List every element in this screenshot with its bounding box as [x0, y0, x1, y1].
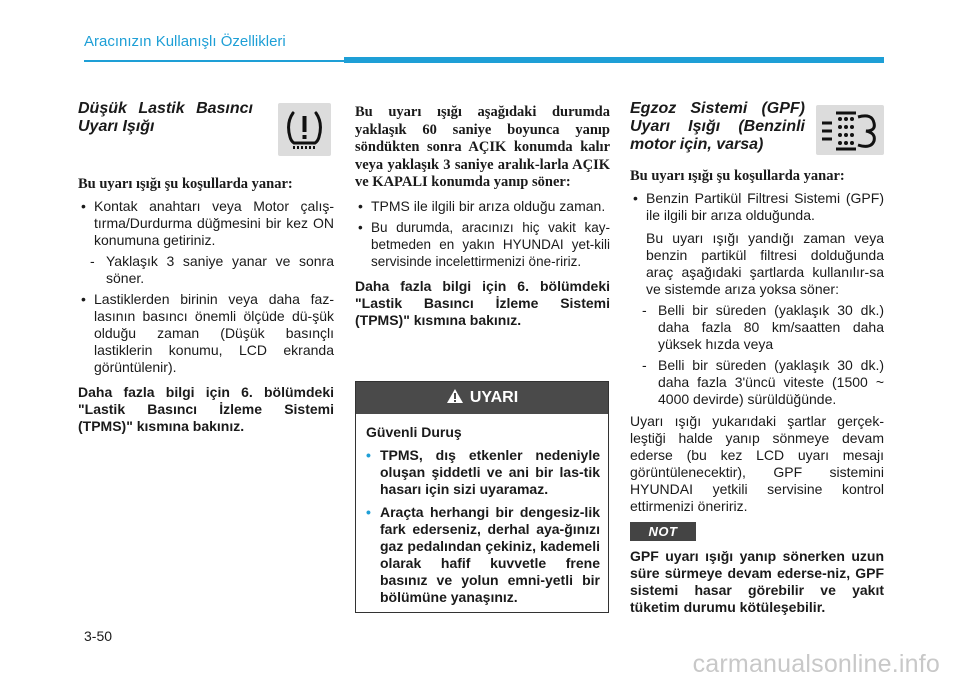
- tpms-lead: Bu uyarı ışığı şu koşullarda yanar:: [78, 176, 293, 192]
- gpf-paragraph-2: Uyarı ışığı yukarıdaki şartlar gerçek-leştiği halde yanıp sönmeye devam ederse (bu kez LCD uyarı mesajı görüntülenecektir), GPF sistemini HYUNDAI yetkili servisine kontrol ettirmenizi öneririz.: [630, 412, 884, 514]
- note-block: [630, 548, 884, 616]
- warning-body: [356, 414, 608, 606]
- tpms-heading: Düşük Lastik Basıncı Uyarı Işığı: [78, 100, 253, 135]
- tpms-bullet-4: • Bu durumda, aracınızı hiç vakit kay-betmeden en yakın HYUNDAI yet-kili servisinde incelettirmenizi öne-ririz.: [355, 219, 610, 270]
- gpf-dash-2: - Belli bir süreden (yaklaşık 30 dk.) daha fazla 3'üncü viteste (1500 ~ 4000 devirde) sürüldüğünde.: [630, 357, 884, 408]
- header-rule-thin: [84, 60, 344, 62]
- note-text: GPF uyarı ışığı yanıp sönerken uzun süre sürmeye devam ederse-niz, GPF sistemi hasar görebilir ve yakıt tüketim durumu kötüleşebilir.: [630, 548, 884, 615]
- tpms-bullet-3: • TPMS ile ilgili bir arıza olduğu zaman.: [355, 198, 610, 215]
- tpms-bullet-1: • Kontak anahtarı veya Motor çalış-tırma/Durdurma düğmesini bir kez ON konumuna getiriniz.: [78, 198, 334, 249]
- gpf-bullet-1: • Benzin Partikül Filtresi Sistemi (GPF) ile ilgili bir arıza olduğunda.: [630, 190, 884, 224]
- column-2: [355, 104, 610, 329]
- column-3: [630, 100, 884, 515]
- tpms-flash-paragraph: Bu uyarı ışığı aşağıdaki durumda yaklaşık 60 saniye boyunca yanıp söndükten sonra AÇIK konumda kalır veya yaklaşık 3 saniye aralık-larla AÇIK ve KAPALI konumda yanıp söner:: [355, 104, 610, 190]
- column-1: [78, 100, 334, 435]
- warning-header: [356, 382, 608, 414]
- tpms-reference-2: Daha fazla bilgi için 6. bölümdeki "Lastik Basıncı İzleme Sistemi (TPMS)" kısmına bakınız.: [355, 277, 610, 328]
- warning-item-1: • TPMS, dış etkenler nedeniyle oluşan şiddetli ve ani bir las-tik hasarı için sizi uyaramaz.: [366, 447, 600, 498]
- warning-label: UYARI: [469, 389, 519, 406]
- warning-item-2: • Araçta herhangi bir dengesiz-lik fark ederseniz, derhal aya-ğınızı gaz pedalından çekiniz, kademeli olarak hafif kuvvetle frene basınız ve yolun emni-yetli bir bölümüne yanaşınız.: [366, 504, 600, 606]
- tpms-bullet-2: • Lastiklerden birinin veya daha faz-lasının basıncı önemli ölçüde dü-şük olduğu zaman (Düşük basınçlı lastiklerin konumu, LCD ekranda görüntülenir).: [78, 291, 334, 376]
- warning-box: [355, 381, 609, 613]
- gpf-dash-1: - Belli bir süreden (yaklaşık 30 dk.) daha fazla 80 km/saatten daha yüksek hızda veya: [630, 302, 884, 353]
- note-badge: NOT: [630, 522, 696, 541]
- warning-triangle-icon: [446, 388, 464, 409]
- gpf-heading: Egzoz Sistemi (GPF) Uyarı Işığı (Benzinli motor için, varsa): [630, 100, 805, 153]
- watermark: carmanualsonline.info: [692, 650, 940, 678]
- header-rule-thick: [344, 57, 884, 63]
- tpms-reference: Daha fazla bilgi için 6. bölümdeki "Lastik Basıncı İzleme Sistemi (TPMS)" kısmına bakınız.: [78, 383, 334, 434]
- gpf-lead: Bu uyarı ışığı şu koşullarda yanar:: [630, 168, 845, 184]
- page-number: 3-50: [84, 628, 113, 644]
- warning-subtitle: Güvenli Duruş: [366, 424, 462, 440]
- gpf-paragraph-1: Bu uyarı ışığı yandığı zaman veya benzin partikül filtresi dolduğunda araç aşağıdaki şartlarda kullanılır-sa ve sistemde arıza yoksa söner:: [646, 229, 884, 297]
- section-title: Aracınızın Kullanışlı Özellikleri: [84, 33, 286, 50]
- tpms-dash-1: - Yaklaşık 3 saniye yanar ve sonra söner.: [78, 253, 334, 287]
